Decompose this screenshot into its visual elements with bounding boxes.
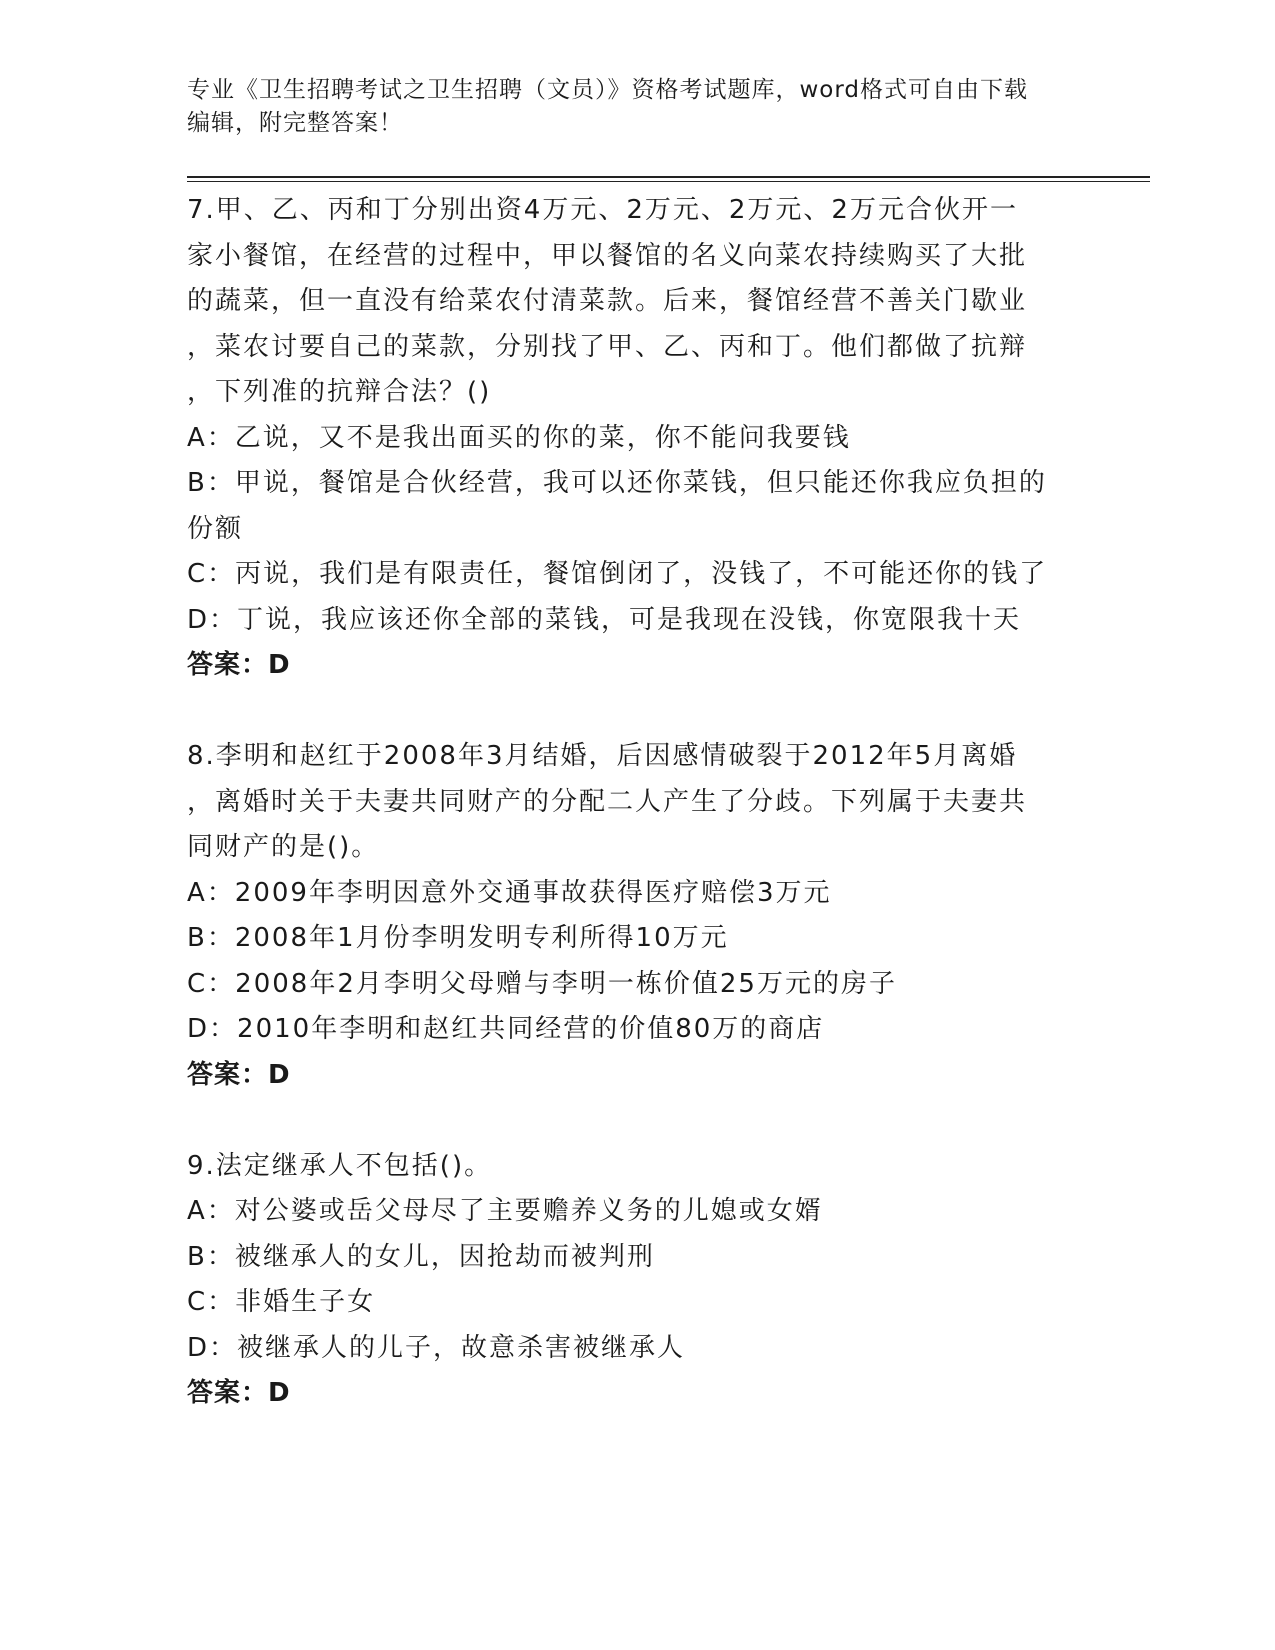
question-7 xyxy=(187,188,1087,643)
document-header xyxy=(187,74,1067,140)
option-a: A：对公婆或岳父母尽了主要赡养义务的儿媳或女婿 xyxy=(187,1196,823,1226)
question-stem-line: 7.甲、乙、丙和丁分别出资4万元、2万元、2万元、2万元合伙开一 xyxy=(187,195,1018,225)
option-c: C：非婚生子女 xyxy=(187,1287,376,1317)
option-c: C：2008年2月李明父母赠与李明一栋价值25万元的房子 xyxy=(187,968,897,999)
option-d: D：丁说，我应该还你全部的菜钱，可是我现在没钱，你宽限我十天 xyxy=(187,604,1022,635)
answer-7: 答案：D xyxy=(187,650,291,680)
option-d: D：2010年李明和赵红共同经营的价值80万的商店 xyxy=(187,1014,825,1044)
header-divider-thin xyxy=(187,181,1150,182)
question-list xyxy=(187,188,1087,1417)
question-stem-line: 同财产的是()。 xyxy=(187,832,380,862)
option-a: A：乙说，又不是我出面买的你的菜，你不能问我要钱 xyxy=(187,422,851,453)
question-stem-line: 家小餐馆，在经营的过程中，甲以餐馆的名义向菜农持续购买了大批 xyxy=(187,240,1028,271)
question-9 xyxy=(187,1144,1087,1372)
answer-9: 答案：D xyxy=(187,1378,291,1408)
question-8 xyxy=(187,734,1087,1053)
spacer xyxy=(187,689,1087,735)
question-stem-line: 8.李明和赵红于2008年3月结婚，后因感情破裂于2012年5月离婚 xyxy=(187,741,1018,771)
option-b: B：2008年1月份李明发明专利所得10万元 xyxy=(187,923,729,953)
question-stem-line: ，菜农讨要自己的菜款，分别找了甲、乙、丙和丁。他们都做了抗辩 xyxy=(187,331,1028,362)
header-divider-thick xyxy=(187,176,1150,178)
option-b: B：被继承人的女儿，因抢劫而被判刑 xyxy=(187,1241,655,1272)
question-stem-line: 9.法定继承人不包括()。 xyxy=(187,1150,493,1181)
option-a: A：2009年李明因意外交通事故获得医疗赔偿3万元 xyxy=(187,877,832,908)
question-stem-line: 的蔬菜，但一直没有给菜农付清菜款。后来，餐馆经营不善关门歇业 xyxy=(187,286,1028,316)
header-line: 专业《卫生招聘考试之卫生招聘（文员）》资格考试题库，word格式可自由下载 xyxy=(187,77,1029,103)
answer-8: 答案：D xyxy=(187,1059,291,1090)
question-stem-line: ，离婚时关于夫妻共同财产的分配二人产生了分歧。下列属于夫妻共 xyxy=(187,786,1028,817)
option-c: C：丙说，我们是有限责任，餐馆倒闭了，没钱了，不可能还你的钱了 xyxy=(187,559,1048,589)
option-b-continued: 份额 xyxy=(187,513,244,544)
option-b: B：甲说，餐馆是合伙经营，我可以还你菜钱，但只能还你我应负担的 xyxy=(187,468,1047,498)
spacer xyxy=(187,1098,1087,1144)
option-d: D：被继承人的儿子，故意杀害被继承人 xyxy=(187,1332,686,1363)
question-stem-line: ，下列准的抗辩合法？() xyxy=(187,377,492,407)
header-line: 编辑，附完整答案！ xyxy=(187,110,403,136)
